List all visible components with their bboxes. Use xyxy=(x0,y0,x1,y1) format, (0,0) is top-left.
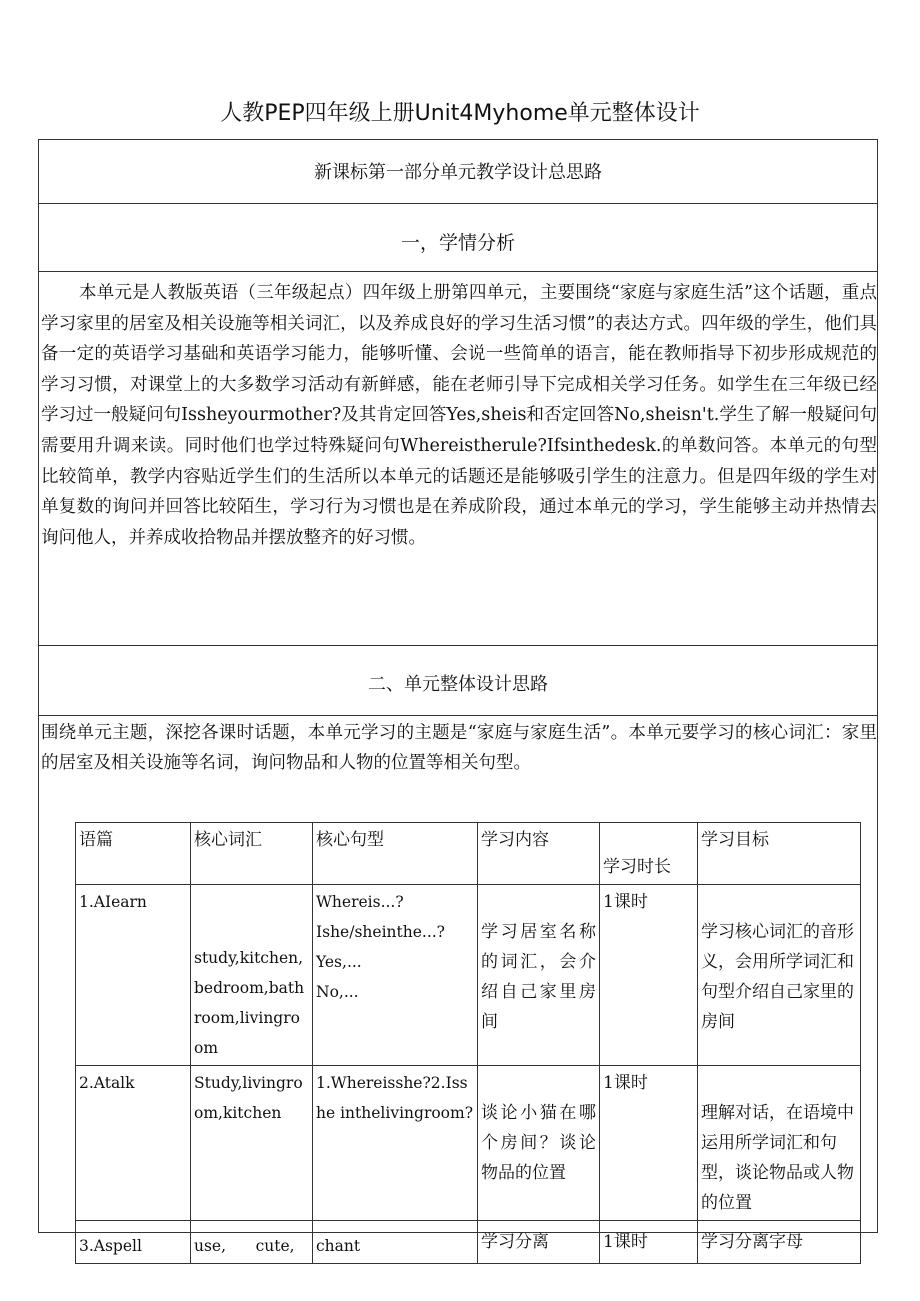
table-header-row xyxy=(76,823,861,885)
goal-cell: 理解对话，在语境中运用所学词汇和句型，谈论物品或人物的位置 xyxy=(698,1066,861,1221)
passage-cell: 1.AIearn xyxy=(76,885,191,1066)
header-cell: 学习内容 xyxy=(478,823,600,885)
divider xyxy=(39,271,877,272)
table-row xyxy=(76,1066,861,1221)
passage-cell: 3.Aspell xyxy=(76,1221,191,1264)
table-row xyxy=(76,885,861,1066)
pattern-line: Ishe/sheinthe...? xyxy=(316,923,445,941)
divider xyxy=(39,203,877,204)
header-cell: 学习时长 xyxy=(600,823,698,885)
pattern-line: Yes,... xyxy=(316,953,362,971)
divider xyxy=(39,645,877,646)
vocab-cell: study,kitchen,bedroom,bathroom,livingroom xyxy=(191,885,313,1066)
design-table xyxy=(38,139,878,1255)
table-row xyxy=(76,1221,861,1264)
section2-heading: 二、单元整体设计思路 xyxy=(368,674,548,695)
section1-heading: 一，学情分析 xyxy=(400,232,515,254)
duration-cell: 1课时 xyxy=(600,885,698,1066)
duration-cell: 1课时 xyxy=(600,1066,698,1221)
part-heading: 新课标第一部分单元教学设计总思路 xyxy=(314,162,602,183)
pattern-cell xyxy=(313,885,478,1066)
goal-cell: 学习分离字母 xyxy=(698,1221,861,1264)
content-cell: 学习分离 xyxy=(478,1221,600,1264)
vocab-cell: Study,livingroom,kitchen xyxy=(191,1066,313,1221)
document-title: 人教PEP四年级上册Unit4Myhome单元整体设计 xyxy=(220,101,700,126)
lesson-table xyxy=(75,822,861,1264)
passage-cell: 2.Atalk xyxy=(76,1066,191,1221)
goal-cell: 学习核心词汇的音形义，会用所学词汇和句型介绍自己家里的房间 xyxy=(698,885,861,1066)
pattern-line: 1.Whereisshe?2.Isshe inthelivingroom? xyxy=(316,1074,474,1122)
pattern-line: chant xyxy=(316,1237,361,1255)
section2-text: 围绕单元主题，深挖各课时话题，本单元学习的主题是“家庭与家庭生活”。本单元要学习的核心词汇：家里的居室及相关设施等名词，询问物品和人物的位置等相关句型。 xyxy=(41,723,877,773)
header-cell: 语篇 xyxy=(76,823,191,885)
content-cell: 谈论小猫在哪个房间？谈论物品的位置 xyxy=(478,1066,600,1221)
pattern-cell xyxy=(313,1066,478,1221)
pattern-cell xyxy=(313,1221,478,1264)
divider xyxy=(39,715,877,716)
duration-cell: 1课时 xyxy=(600,1221,698,1264)
pattern-line: Whereis...? xyxy=(316,893,404,911)
header-cell: 学习目标 xyxy=(698,823,861,885)
header-cell: 核心句型 xyxy=(313,823,478,885)
header-cell: 核心词汇 xyxy=(191,823,313,885)
pattern-line: No,... xyxy=(316,983,359,1001)
vocab-cell: use, cute, xyxy=(191,1221,313,1264)
content-cell: 学习居室名称的词汇，会介绍自己家里房间 xyxy=(478,885,600,1066)
section1-text: 本单元是人教版英语（三年级起点）四年级上册第四单元，主要围绕“家庭与家庭生活”这个话题，重点学习家里的居室及相关设施等相关词汇，以及养成良好的学习生活习惯”的表达方式。四年级的学生，他们具备一定的英语学习基础和英语学习能力，能够听懂、会说一些简单的语言，能在教师指导下初步形成规范的学习习惯，对课堂上的大多数学习活动有新鲜感，能在老师引导下完成相关学习任务。如学生在三年级已经学习过一般疑问句Issheyourmother?及其肯定回答Yes,sheis和否定回答No,sheisn't.学生了解一般疑问句需要用升调来读。同时他们也学过特殊疑问句Whereistherule?Ifsinthedesk.的单数问答。本单元的句型比较简单，教学内容贴近学生们的生活所以本单元的话题还是能够吸引学生的注意力。但是四年级的学生对单复数的询问并回答比较陌生，学习行为习惯也是在养成阶段，通过本单元的学习，学生能够主动并热情去询问他人，并养成收拾物品并摆放整齐的好习惯。 xyxy=(41,283,877,548)
